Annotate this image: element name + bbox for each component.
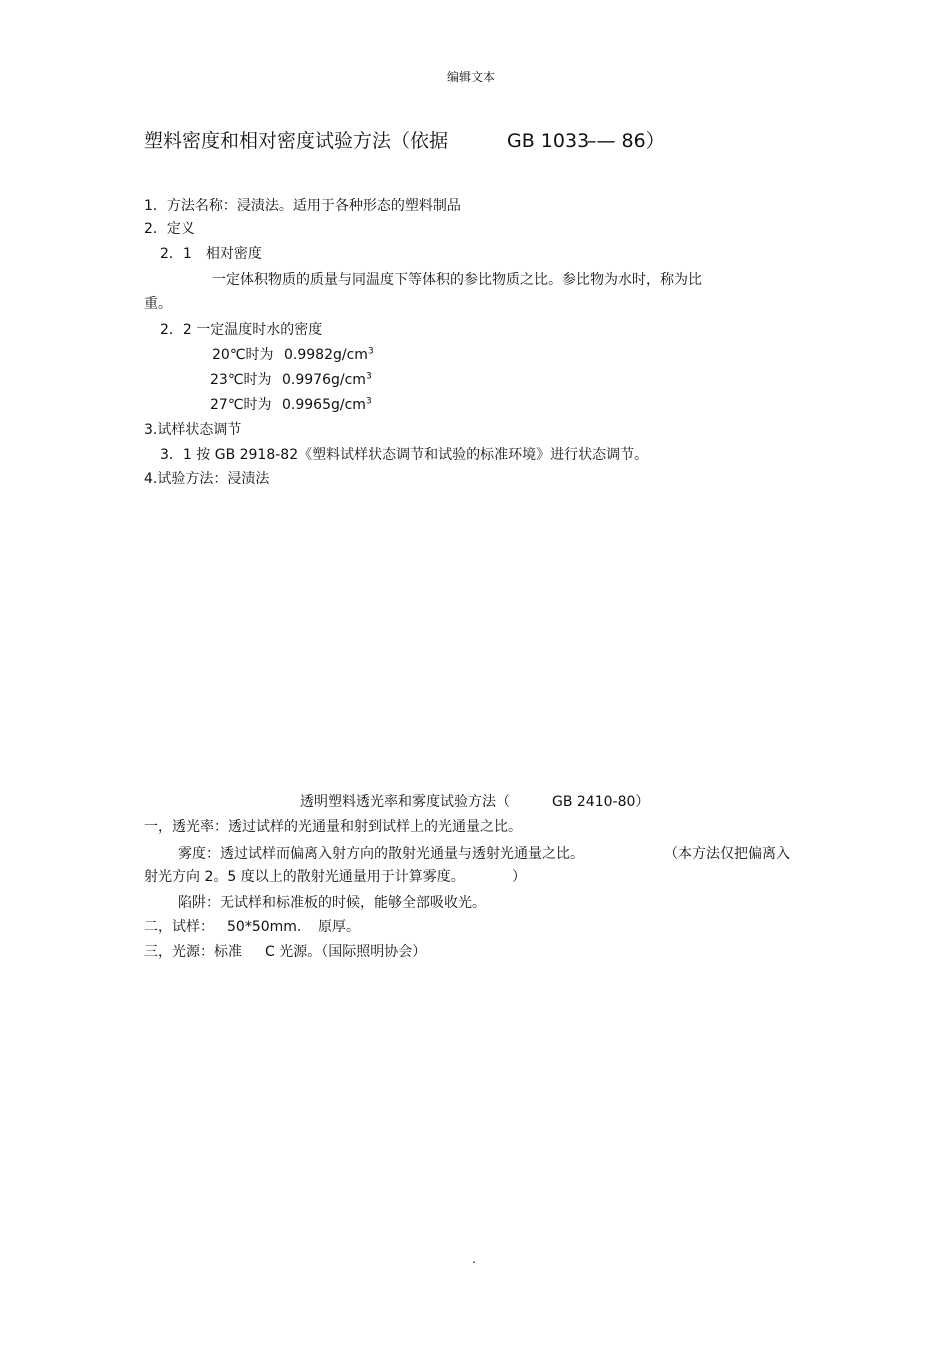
- section-2-2: 2．2 一定温度时水的密度: [160, 322, 323, 338]
- section-2-1-text: 一定体积物质的质量与同温度下等体积的参比物质之比。参比物为水时，称为比: [212, 272, 702, 288]
- doc1-title-year: –— 86）: [587, 130, 665, 152]
- density-27-temp: 27℃时为: [210, 397, 272, 413]
- section-4: 4.试验方法：浸渍法: [144, 471, 270, 487]
- density-23: [210, 371, 372, 389]
- density-20-value: 0.9982g/cm: [284, 347, 368, 363]
- density-27: [210, 396, 372, 414]
- doc2-haze-note: （本方法仅把偏离入: [664, 846, 790, 862]
- density-20: [212, 346, 374, 364]
- section-3-1: 3．1 按 GB 2918-82《塑料试样状态调节和试验的标准环境》进行状态调节。: [160, 447, 649, 463]
- doc2-item-3-source: C 光源。（国际照明协会）: [265, 944, 427, 960]
- doc1-title: 塑料密度和相对密度试验方法（依据: [144, 130, 449, 152]
- doc1-title-standard: GB 1033: [507, 130, 590, 152]
- doc2-haze-note-close: ）: [512, 869, 526, 885]
- section-3: 3.试样状态调节: [144, 422, 242, 438]
- density-23-temp: 23℃时为: [210, 372, 272, 388]
- doc2-haze-note-cont: 射光方向 2。5 度以上的散射光通量用于计算雾度。: [144, 869, 465, 885]
- section-1: 1．方法名称：浸渍法。适用于各种形态的塑料制品: [144, 198, 461, 214]
- density-23-exp: 3: [365, 371, 372, 382]
- doc2-item-3-label: 三，光源：标准: [144, 944, 242, 960]
- page-footer-dot: .: [472, 1252, 476, 1266]
- density-27-exp: 3: [365, 396, 372, 407]
- density-27-value: 0.9965g/cm: [282, 397, 366, 413]
- section-2-1-text-cont: 重。: [144, 296, 172, 312]
- doc2-title: 透明塑料透光率和雾度试验方法（: [300, 794, 510, 810]
- doc2-item-2-size: 50*50mm.: [227, 919, 302, 935]
- doc2-item-2-label: 二，试样：: [144, 919, 214, 935]
- density-23-value: 0.9976g/cm: [282, 372, 366, 388]
- section-2: 2．定义: [144, 221, 195, 237]
- page-header: 编辑文本: [447, 70, 496, 84]
- density-20-temp: 20℃时为: [212, 347, 274, 363]
- doc2-trap-def: 陷阱：无试样和标准板的时候，能够全部吸收光。: [178, 895, 486, 911]
- doc2-item-2-thickness: 原厚。: [318, 919, 360, 935]
- density-20-exp: 3: [367, 346, 374, 357]
- doc2-title-standard: GB 2410-80）: [552, 794, 650, 810]
- doc2-haze-def: 雾度：透过试样而偏离入射方向的散射光通量与透射光通量之比。: [178, 846, 584, 862]
- section-2-1: 2．1 相对密度: [160, 246, 262, 262]
- doc2-item-1: 一，透光率：透过试样的光通量和射到试样上的光通量之比。: [144, 819, 522, 835]
